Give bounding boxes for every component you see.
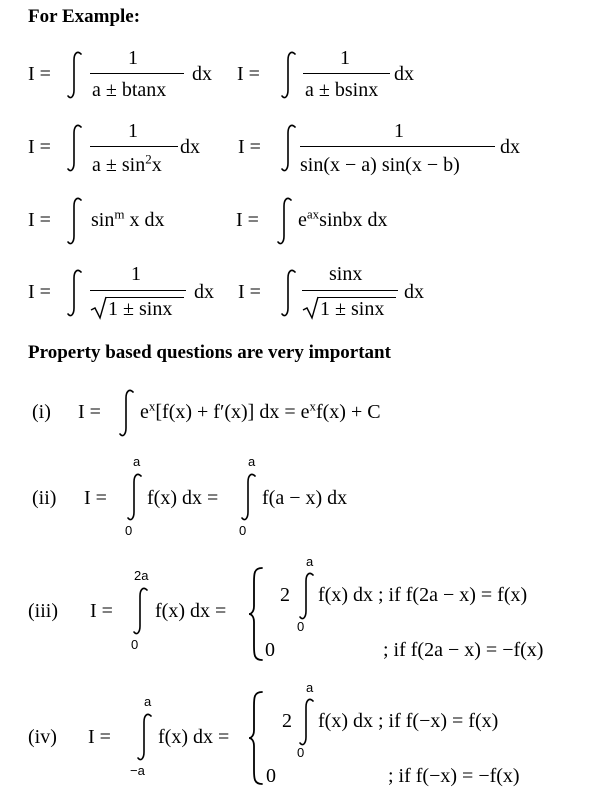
lower-limit: 0 (125, 523, 133, 538)
dx: dx (192, 63, 212, 85)
integral-sign (118, 388, 136, 438)
zero: 0 (265, 639, 275, 661)
denominator: 1 ± sinx (108, 298, 173, 320)
case-1: f(x) dx ; if f(−x) = f(x) (318, 710, 499, 732)
integral-sign (132, 586, 150, 636)
coefficient: 2 (280, 584, 290, 606)
numerator: 1 (394, 120, 404, 142)
upper-limit: a (306, 554, 314, 569)
numerator: sinx (329, 263, 363, 285)
dx: dx (194, 281, 214, 303)
lhs: I = (28, 136, 51, 158)
fraction-bar (90, 290, 186, 291)
denominator: sin(x − a) sin(x − b) (300, 154, 460, 176)
lower-limit: 0 (239, 523, 247, 538)
integral-sign (276, 196, 294, 246)
integral-sign (66, 50, 84, 100)
integral-sign (298, 697, 316, 747)
lhs: I = (28, 209, 51, 231)
dx: dx (404, 281, 424, 303)
middle: f(x) dx = (155, 600, 227, 622)
upper-limit: a (248, 454, 256, 469)
integral-sign (126, 472, 144, 522)
rhs: f(a − x) dx (262, 487, 348, 509)
integral-sign (66, 123, 84, 173)
case-1: f(x) dx ; if f(2a − x) = f(x) (318, 584, 528, 606)
fraction-bar (303, 73, 390, 74)
dx: dx (180, 136, 200, 158)
denominator: a ± bsinx (305, 79, 379, 101)
lhs: I = (237, 63, 260, 85)
integral-sign (240, 472, 258, 522)
lhs: I = (84, 487, 107, 509)
sqrt-sign (302, 296, 320, 320)
numerator: 1 (131, 263, 141, 285)
upper-limit: a (144, 694, 152, 709)
integral-sign (298, 571, 316, 621)
dx: dx (500, 136, 520, 158)
numerator: 1 (340, 47, 350, 69)
dx: dx (394, 63, 414, 85)
numerator: 1 (128, 47, 138, 69)
lhs: I = (78, 401, 101, 423)
property-heading: Property based questions are very important (28, 342, 391, 363)
denominator: a ± btanx (92, 79, 167, 101)
case-2: ; if f(−x) = −f(x) (388, 765, 520, 787)
heading: For Example: (28, 6, 141, 27)
lhs: I = (238, 281, 261, 303)
denominator: $a \pm \sin^2x$ (92, 151, 162, 176)
lower-limit: −a (130, 763, 145, 778)
upper-limit: a (133, 454, 141, 469)
integral-sign (280, 50, 298, 100)
integrand: $\sin^m x$ dx (91, 206, 165, 231)
fraction-bar (302, 290, 398, 291)
fraction-bar (90, 146, 178, 147)
integral-sign (66, 196, 84, 246)
integral-sign (136, 712, 154, 762)
integral-sign (280, 268, 298, 318)
property-label: (ii) (32, 487, 57, 509)
upper-limit: 2a (134, 568, 149, 583)
middle: f(x) dx = (147, 487, 219, 509)
numerator: 1 (128, 120, 138, 142)
zero: 0 (266, 765, 276, 787)
integrand: $e^{ax}sinbx$ dx (298, 206, 388, 231)
lhs: I = (28, 63, 51, 85)
integral-sign (66, 268, 84, 318)
lower-limit: 0 (297, 619, 305, 634)
lower-limit: 0 (297, 745, 305, 760)
middle: f(x) dx = (158, 726, 230, 748)
lhs: I = (88, 726, 111, 748)
left-brace (248, 566, 264, 662)
property-label: (iii) (28, 600, 58, 622)
left-brace (248, 690, 264, 786)
upper-limit: a (306, 680, 314, 695)
lower-limit: 0 (131, 637, 139, 652)
sqrt-sign (90, 296, 108, 320)
lhs: I = (28, 281, 51, 303)
property-label: (iv) (28, 726, 57, 748)
fraction-bar (90, 73, 184, 74)
denominator: 1 ± sinx (320, 298, 385, 320)
integral-sign (280, 123, 298, 173)
formula: $e^x[f(x) + f'(x)]$ dx = $e^xf(x) + C$ (140, 398, 381, 423)
coefficient: 2 (282, 710, 292, 732)
lhs: I = (238, 136, 261, 158)
lhs: I = (90, 600, 113, 622)
lhs: I = (236, 209, 259, 231)
case-2: ; if f(2a − x) = −f(x) (383, 639, 544, 661)
property-label: (i) (32, 401, 51, 423)
fraction-bar (300, 146, 495, 147)
